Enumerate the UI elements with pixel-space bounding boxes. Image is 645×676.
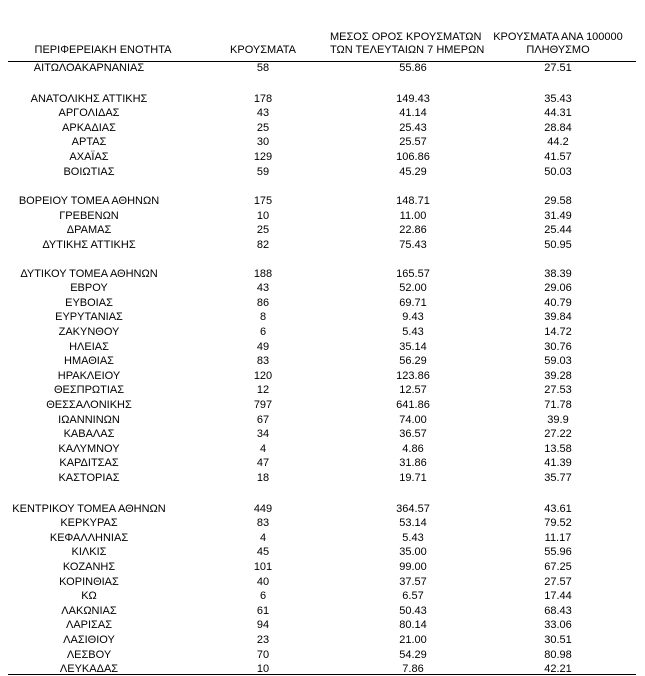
table-row [8,442,636,456]
cell-cases: 10 [256,209,270,222]
cell-7day-average: 7.86 [402,663,424,676]
cell-region: ΔΡΑΜΑΣ [66,224,112,237]
table-row [8,310,636,324]
cell-region: ΗΛΕΙΑΣ [69,340,109,353]
cell-7day-average: 52.00 [399,282,427,295]
cell-cases: 129 [253,151,273,163]
cell-cases: 25 [256,224,270,237]
table-row [8,354,636,368]
cell-region: ΕΒΡΟΥ [70,282,108,295]
cell-7day-average: 54.29 [399,648,427,661]
cell-per-100k: 80.98 [544,648,572,661]
cell-7day-average: 45.29 [399,165,427,178]
table-row [8,560,636,574]
cell-per-100k: 68.43 [544,604,572,617]
table-row [8,383,636,397]
table-row [8,648,636,662]
cell-cases: 82 [256,239,270,251]
cell-7day-average: 21.00 [399,634,427,646]
cell-cases: 59 [256,165,270,178]
cell-7day-average: 149.43 [396,92,430,105]
cell-cases: 10 [256,663,270,676]
table-row [8,325,636,339]
table-row [8,238,636,252]
cell-cases: 49 [256,340,270,353]
header-7day-average [330,31,485,57]
cell-region: ΛΕΥΚΑΔΑΣ [59,663,119,676]
cell-region: ΙΩΑΝΝΙΝΩΝ [58,413,120,426]
cell-7day-average: 35.00 [399,546,427,559]
cell-region: ΚΑΛΥΜΝΟΥ [58,442,120,455]
cell-region: ΚΙΛΚΙΣ [71,546,107,559]
cell-7day-average: 35.14 [399,340,427,353]
cell-7day-average: 5.43 [402,531,424,544]
cell-region: ΚΕΡΚΥΡΑΣ [60,517,118,530]
table-row [8,135,636,149]
header-per-100k [488,31,628,57]
cell-7day-average: 37.57 [399,575,427,588]
cell-region: ΚΑΣΤΟΡΙΑΣ [58,472,120,484]
table-row [8,516,636,530]
cell-region: ΓΡΕΒΕΝΩΝ [59,209,119,222]
cell-region: ΑΙΤΩΛΟΑΚΑΡΝΑΝΙΑΣ [33,62,145,74]
table-row [8,150,636,164]
cell-region: ΛΑΣΙΘΙΟΥ [63,634,115,646]
cell-cases: 6 [259,590,267,603]
cell-region: ΔΥΤΙΚΗΣ ΑΤΤΙΚΗΣ [42,239,136,251]
cell-cases: 43 [256,107,270,120]
cell-region: ΚΑΡΔΙΤΣΑΣ [59,457,119,470]
cell-region: ΘΕΣΠΡΩΤΙΑΣ [53,384,125,397]
cell-per-100k: 50.03 [544,165,572,178]
cell-region: ΖΑΚΥΝΘΟΥ [58,326,120,338]
cell-region: ΛΑΚΩΝΙΑΣ [61,604,117,617]
cell-7day-average: 31.86 [399,457,427,470]
cell-per-100k: 79.52 [544,517,572,530]
cell-cases: 30 [256,136,270,149]
cell-per-100k: 39.84 [544,311,572,324]
cell-7day-average: 41.14 [399,107,427,120]
table-row [8,194,636,208]
cell-7day-average: 106.86 [396,151,430,163]
cell-per-100k: 29.06 [544,282,572,295]
cell-per-100k: 44.2 [547,136,569,149]
cell-cases: 4 [259,442,267,455]
table-row [8,106,636,120]
cell-cases: 175 [253,195,273,208]
cell-region: ΑΡΓΟΛΙΔΑΣ [58,107,120,120]
table-row [8,61,636,75]
table-row [8,165,636,179]
cell-7day-average: 12.57 [399,384,427,397]
cell-7day-average: 148.71 [396,195,430,208]
cell-7day-average: 5.43 [402,326,424,338]
cell-7day-average: 50.43 [399,604,427,617]
cell-per-100k: 28.84 [544,121,572,134]
cell-7day-average: 165.57 [396,267,430,280]
cell-cases: 12 [256,384,270,397]
table-row [8,575,636,589]
cell-cases: 94 [256,619,270,632]
cell-region: ΘΕΣΣΑΛΟΝΙΚΗΣ [46,399,132,411]
table-row [8,296,636,310]
cell-cases: 6 [259,326,267,338]
cell-7day-average: 56.29 [399,355,427,368]
cell-region: ΑΡΚΑΔΙΑΣ [62,121,116,134]
cell-per-100k: 17.44 [544,590,572,603]
header-cases: ΚΡΟΥΣΜΑΤΑ [230,44,296,56]
table-row [8,633,636,647]
cell-per-100k: 35.77 [544,472,572,484]
table-row [8,281,636,295]
cell-cases: 40 [256,575,270,588]
table-row [8,398,636,412]
bottom-rule [8,674,636,675]
cell-cases: 34 [256,428,270,441]
cell-per-100k: 44.31 [544,107,572,120]
cell-cases: 188 [253,267,273,280]
cell-per-100k: 59.03 [544,355,572,368]
cell-region: ΚΑΒΑΛΑΣ [63,428,115,441]
cell-per-100k: 67.25 [544,561,572,573]
cell-cases: 61 [256,604,270,617]
cell-region: ΑΧΑΪΑΣ [69,151,109,163]
table-row [8,427,636,441]
table-row [8,531,636,545]
table-row [8,340,636,354]
cell-per-100k: 31.49 [544,209,572,222]
cell-per-100k: 43.61 [544,502,572,515]
cell-7day-average: 19.71 [399,472,427,484]
cell-cases: 45 [256,546,270,559]
cell-region: ΚΟΖΑΝΗΣ [62,561,116,573]
header-region: ΠΕΡΙΦΕΡΕΙΑΚΗ ΕΝΟΤΗΤΑ [34,44,172,56]
header-per-100k-line1: ΚΡΟΥΣΜΑΤΑ ΑΝΑ 100000 [493,31,623,43]
cell-cases: 120 [253,369,273,382]
cell-cases: 178 [253,92,273,105]
table-row [8,589,636,603]
cell-region: ΚΟΡΙΝΘΙΑΣ [59,575,119,588]
cell-per-100k: 41.39 [544,457,572,470]
cell-per-100k: 27.51 [544,62,572,74]
cell-per-100k: 50.95 [544,239,572,251]
table-row [8,267,636,281]
cell-7day-average: 123.86 [396,369,430,382]
cell-cases: 86 [256,296,270,309]
table-row [8,209,636,223]
cell-cases: 25 [256,121,270,134]
cell-region: ΒΟΡΕΙΟΥ ΤΟΜΕΑ ΑΘΗΝΩΝ [18,195,160,208]
cell-cases: 70 [256,648,270,661]
cell-per-100k: 30.51 [544,634,572,646]
table-row [8,456,636,470]
cell-7day-average: 364.57 [396,502,430,515]
cell-region: ΕΥΒΟΙΑΣ [65,296,113,309]
table-row [8,545,636,559]
cell-per-100k: 27.53 [544,384,572,397]
cell-7day-average: 53.14 [399,517,427,530]
cell-per-100k: 30.76 [544,340,572,353]
header-per-100k-line2: ΠΛΗΘΥΣΜΟ [526,44,590,56]
cell-7day-average: 99.00 [399,561,427,573]
cell-cases: 797 [253,399,273,411]
cell-per-100k: 39.9 [547,413,569,426]
cell-region: ΛΑΡΙΣΑΣ [65,619,112,632]
cell-7day-average: 25.43 [399,121,427,134]
table-header [8,0,636,62]
cell-7day-average: 25.57 [399,136,427,149]
table-row [8,121,636,135]
cell-per-100k: 42.21 [544,663,572,676]
cell-cases: 449 [253,502,273,515]
cell-per-100k: 55.96 [544,546,572,559]
cell-per-100k: 41.57 [544,151,572,163]
cell-per-100k: 33.06 [544,619,572,632]
cell-cases: 8 [259,311,267,324]
cell-per-100k: 29.58 [544,195,572,208]
cell-7day-average: 55.86 [399,62,427,74]
cell-region: ΚΕΝΤΡΙΚΟΥ ΤΟΜΕΑ ΑΘΗΝΩΝ [12,502,166,515]
cell-cases: 67 [256,413,270,426]
cell-region: ΑΝΑΤΟΛΙΚΗΣ ΑΤΤΙΚΗΣ [30,92,148,105]
cell-per-100k: 25.44 [544,224,572,237]
cell-region: ΛΕΣΒΟΥ [66,648,112,661]
table-row [8,604,636,618]
header-7day-average-line1: ΜΕΣΟΣ ΟΡΟΣ ΚΡΟΥΣΜΑΤΩΝ [330,31,482,43]
table-row [8,223,636,237]
table-row [8,502,636,516]
cell-region: ΚΕΦΑΛΛΗΝΙΑΣ [49,531,129,544]
table-row [8,369,636,383]
cell-per-100k: 40.79 [544,296,572,309]
table-row [8,471,636,485]
cell-cases: 83 [256,517,270,530]
cell-region: ΔΥΤΙΚΟΥ ΤΟΜΕΑ ΑΘΗΝΩΝ [20,267,158,280]
cell-7day-average: 9.43 [402,311,424,324]
cell-7day-average: 11.00 [399,209,427,222]
cell-7day-average: 69.71 [399,296,427,309]
cell-per-100k: 35.43 [544,92,572,105]
cell-region: ΗΜΑΘΙΑΣ [64,355,114,368]
table-row [8,413,636,427]
cell-cases: 83 [256,355,270,368]
cell-region: ΑΡΤΑΣ [71,136,107,149]
cell-7day-average: 4.86 [402,442,424,455]
cell-cases: 101 [253,561,273,573]
cell-7day-average: 75.43 [399,239,427,251]
cell-7day-average: 80.14 [399,619,427,632]
cell-per-100k: 11.17 [544,531,572,544]
cell-cases: 47 [256,457,270,470]
cell-region: ΒΟΙΩΤΙΑΣ [63,165,115,178]
cell-cases: 43 [256,282,270,295]
cell-per-100k: 14.72 [544,326,572,338]
cell-per-100k: 38.39 [544,267,572,280]
cell-per-100k: 27.22 [544,428,572,441]
cell-7day-average: 36.57 [399,428,427,441]
cell-7day-average: 22.86 [399,224,427,237]
cell-per-100k: 39.28 [544,369,572,382]
cell-per-100k: 27.57 [544,575,572,588]
cell-region: ΚΩ [81,590,97,603]
table-row [8,618,636,632]
table-row [8,92,636,106]
cell-cases: 4 [259,531,267,544]
header-7day-average-line2: ΤΩΝ ΤΕΛΕΥΤΑΙΩΝ 7 ΗΜΕΡΩΝ [330,44,485,56]
cell-per-100k: 71.78 [544,399,572,411]
cell-region: ΕΥΡΥΤΑΝΙΑΣ [55,311,123,324]
cell-per-100k: 13.58 [544,442,572,455]
cell-cases: 58 [256,62,270,74]
cell-region: ΗΡΑΚΛΕΙΟΥ [57,369,121,382]
cell-cases: 23 [256,634,270,646]
cell-cases: 18 [256,472,270,484]
cell-7day-average: 6.57 [402,590,424,603]
cell-7day-average: 74.00 [399,413,427,426]
cell-7day-average: 641.86 [396,399,430,411]
